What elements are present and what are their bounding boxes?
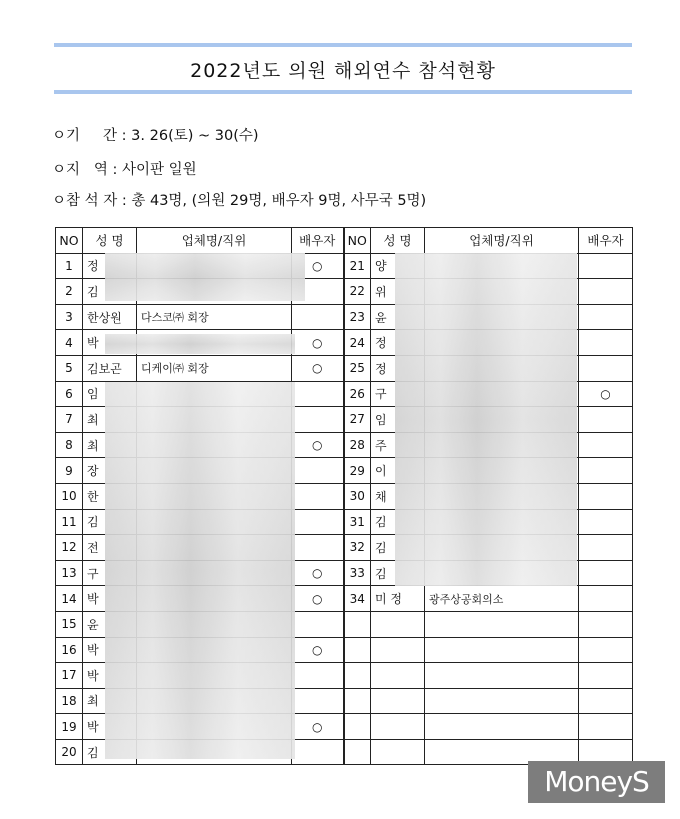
row-spouse: ○ bbox=[292, 355, 344, 381]
row-name: 양 bbox=[371, 253, 425, 279]
row-name: 구 bbox=[371, 381, 425, 407]
row-name: 전 bbox=[83, 535, 137, 561]
info-attend-key: ㅇ참 석 자 : bbox=[52, 193, 127, 209]
row-spouse bbox=[292, 739, 344, 765]
row-spouse bbox=[579, 279, 633, 305]
row-spouse: ○ bbox=[292, 637, 344, 663]
row-spouse: ○ bbox=[579, 381, 633, 407]
row-no bbox=[344, 714, 371, 740]
row-name: 김 bbox=[371, 535, 425, 561]
title-rule-top bbox=[54, 43, 632, 47]
row-spouse: ○ bbox=[292, 432, 344, 458]
row-name: 박 bbox=[83, 586, 137, 612]
row-name: 박 bbox=[83, 330, 137, 356]
row-spouse bbox=[292, 381, 344, 407]
row-no: 26 bbox=[344, 381, 371, 407]
row-name: 김 bbox=[371, 509, 425, 535]
row-no: 23 bbox=[344, 304, 371, 330]
row-no: 5 bbox=[56, 355, 83, 381]
row-no bbox=[344, 637, 371, 663]
row-no: 12 bbox=[56, 535, 83, 561]
row-name: 박 bbox=[83, 714, 137, 740]
row-name: 윤 bbox=[83, 611, 137, 637]
row-spouse bbox=[579, 637, 633, 663]
row-no bbox=[344, 663, 371, 689]
row-no: 21 bbox=[344, 253, 371, 279]
row-no: 14 bbox=[56, 586, 83, 612]
row-no: 2 bbox=[56, 279, 83, 305]
row-no: 15 bbox=[56, 611, 83, 637]
info-attend-value: 총 43명, (의원 29명, 배우자 9명, 사무국 5명) bbox=[131, 193, 427, 209]
row-spouse: ○ bbox=[292, 714, 344, 740]
row-name bbox=[371, 739, 425, 765]
row-spouse: ○ bbox=[292, 560, 344, 586]
row-no: 8 bbox=[56, 432, 83, 458]
row-name: 채 bbox=[371, 483, 425, 509]
row-spouse bbox=[579, 509, 633, 535]
row-spouse bbox=[579, 611, 633, 637]
row-spouse bbox=[579, 483, 633, 509]
row-no: 13 bbox=[56, 560, 83, 586]
row-name: 최 bbox=[83, 688, 137, 714]
row-spouse bbox=[292, 535, 344, 561]
row-name bbox=[371, 611, 425, 637]
row-spouse bbox=[579, 586, 633, 612]
row-no: 34 bbox=[344, 586, 371, 612]
row-spouse bbox=[579, 458, 633, 484]
row-no: 27 bbox=[344, 407, 371, 433]
redaction-blur bbox=[105, 253, 305, 301]
row-company bbox=[425, 637, 579, 663]
row-no: 11 bbox=[56, 509, 83, 535]
row-name: 한상원 bbox=[83, 304, 137, 330]
row-name bbox=[371, 688, 425, 714]
row-spouse bbox=[579, 663, 633, 689]
row-no bbox=[344, 611, 371, 637]
header-company: 업체명/직위 bbox=[137, 228, 292, 254]
row-no: 32 bbox=[344, 535, 371, 561]
row-name: 윤 bbox=[371, 304, 425, 330]
row-name: 김 bbox=[83, 279, 137, 305]
redaction-blur bbox=[105, 382, 295, 759]
row-name: 정 bbox=[83, 253, 137, 279]
row-spouse bbox=[292, 407, 344, 433]
row-name: 박 bbox=[83, 663, 137, 689]
row-spouse bbox=[579, 560, 633, 586]
moneys-watermark: MoneyS bbox=[528, 761, 665, 803]
row-company bbox=[425, 663, 579, 689]
row-spouse bbox=[579, 714, 633, 740]
row-no: 31 bbox=[344, 509, 371, 535]
document-title: 2022년도 의원 해외연수 참석현황 bbox=[190, 60, 496, 82]
title-rule-bottom bbox=[54, 90, 632, 94]
row-spouse bbox=[579, 432, 633, 458]
row-no: 25 bbox=[344, 355, 371, 381]
row-no: 20 bbox=[56, 739, 83, 765]
row-name bbox=[371, 663, 425, 689]
row-name: 김보곤 bbox=[83, 355, 137, 381]
header-name: 성 명 bbox=[371, 228, 425, 254]
row-name: 김 bbox=[83, 739, 137, 765]
row-name: 김 bbox=[371, 560, 425, 586]
row-name: 장 bbox=[83, 458, 137, 484]
header-company: 업체명/직위 bbox=[425, 228, 579, 254]
row-no: 3 bbox=[56, 304, 83, 330]
row-spouse bbox=[292, 483, 344, 509]
row-no: 28 bbox=[344, 432, 371, 458]
row-no: 22 bbox=[344, 279, 371, 305]
row-name: 위 bbox=[371, 279, 425, 305]
info-period bbox=[52, 126, 259, 146]
header-no: NO bbox=[344, 228, 371, 254]
row-name: 구 bbox=[83, 560, 137, 586]
header-name: 성 명 bbox=[83, 228, 137, 254]
row-spouse bbox=[579, 253, 633, 279]
row-spouse bbox=[292, 663, 344, 689]
row-spouse bbox=[292, 304, 344, 330]
row-spouse bbox=[292, 458, 344, 484]
row-name: 최 bbox=[83, 407, 137, 433]
header-no: NO bbox=[56, 228, 83, 254]
row-spouse: ○ bbox=[292, 330, 344, 356]
row-spouse bbox=[579, 304, 633, 330]
redaction-blur bbox=[395, 253, 577, 586]
row-company bbox=[425, 611, 579, 637]
info-region-value: 사이판 일원 bbox=[121, 162, 197, 178]
row-no: 7 bbox=[56, 407, 83, 433]
row-name: 정 bbox=[371, 355, 425, 381]
row-no: 19 bbox=[56, 714, 83, 740]
row-spouse bbox=[579, 355, 633, 381]
row-no: 6 bbox=[56, 381, 83, 407]
row-name: 임 bbox=[83, 381, 137, 407]
header-spouse: 배우자 bbox=[292, 228, 344, 254]
row-spouse bbox=[579, 688, 633, 714]
row-no bbox=[344, 739, 371, 765]
row-name: 박 bbox=[83, 637, 137, 663]
row-name: 한 bbox=[83, 483, 137, 509]
row-name: 김 bbox=[83, 509, 137, 535]
row-company: 광주상공회의소 bbox=[425, 586, 579, 612]
row-name bbox=[371, 714, 425, 740]
info-period-key: ㅇ기 간 : bbox=[52, 128, 127, 144]
row-spouse: ○ bbox=[292, 253, 344, 279]
row-company bbox=[425, 714, 579, 740]
row-no bbox=[344, 688, 371, 714]
row-name bbox=[371, 637, 425, 663]
row-no: 16 bbox=[56, 637, 83, 663]
row-spouse bbox=[292, 611, 344, 637]
row-no: 24 bbox=[344, 330, 371, 356]
info-region-key: ㅇ지 역 : bbox=[52, 162, 118, 178]
row-no: 18 bbox=[56, 688, 83, 714]
row-spouse bbox=[579, 407, 633, 433]
row-company: 다스코㈜ 회장 bbox=[137, 304, 292, 330]
info-region bbox=[52, 160, 197, 180]
row-spouse: ○ bbox=[292, 586, 344, 612]
row-company bbox=[425, 688, 579, 714]
row-spouse bbox=[292, 509, 344, 535]
row-no: 10 bbox=[56, 483, 83, 509]
row-company: 디케이㈜ 회장 bbox=[137, 355, 292, 381]
row-spouse bbox=[292, 688, 344, 714]
row-no: 4 bbox=[56, 330, 83, 356]
table-header-row bbox=[56, 228, 633, 254]
row-no: 1 bbox=[56, 253, 83, 279]
info-attend bbox=[52, 191, 426, 211]
row-no: 17 bbox=[56, 663, 83, 689]
row-no: 30 bbox=[344, 483, 371, 509]
row-spouse bbox=[579, 330, 633, 356]
row-name: 미 정 bbox=[371, 586, 425, 612]
row-spouse bbox=[579, 535, 633, 561]
row-no: 29 bbox=[344, 458, 371, 484]
row-no: 33 bbox=[344, 560, 371, 586]
header-spouse: 배우자 bbox=[579, 228, 633, 254]
row-no: 9 bbox=[56, 458, 83, 484]
info-period-value: 3. 26(토) ~ 30(수) bbox=[131, 128, 259, 144]
row-name: 정 bbox=[371, 330, 425, 356]
redaction-blur bbox=[105, 334, 295, 354]
row-name: 주 bbox=[371, 432, 425, 458]
row-name: 최 bbox=[83, 432, 137, 458]
row-name: 임 bbox=[371, 407, 425, 433]
row-name: 이 bbox=[371, 458, 425, 484]
